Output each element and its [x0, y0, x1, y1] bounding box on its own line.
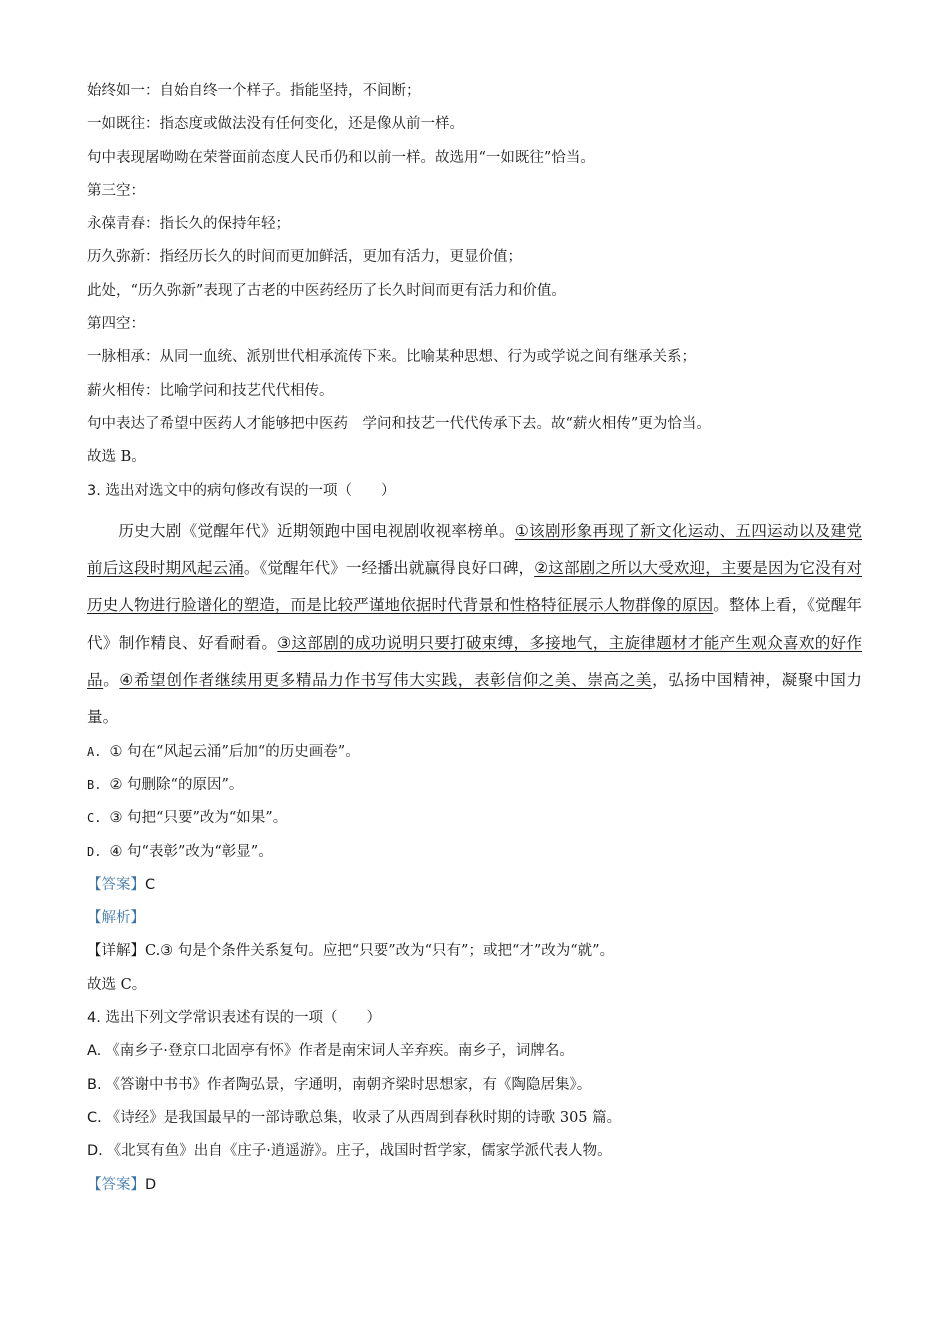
question-4-stem: [87, 1005, 862, 1038]
explanation-line: 一如既往：指态度或做法没有任何变化，还是像从前一样。: [87, 116, 464, 133]
option-text: ④ 句“表彰”改为“彰显”。: [109, 843, 273, 860]
question-3-stem: [87, 478, 862, 511]
option-text: 《诗经》是我国最早的一部诗歌总集，收录了从西周到春秋时期的诗歌 305 篇。: [105, 1109, 622, 1126]
passage-text: 历史大剧《觉醒年代》近期领跑中国电视剧收视率榜单。: [118, 521, 515, 540]
answer-tag: 【答案】: [87, 1176, 145, 1193]
option-letter: D.: [87, 1143, 103, 1160]
explanation-block: [87, 78, 862, 478]
option-a: [87, 739, 862, 772]
passage-text: 。《觉醒年代》一经播出就赢得良好口碑，: [243, 559, 535, 578]
explanation-line: 此处，“历久弥新”表现了古老的中医药经历了长久时间而更有活力和价值。: [87, 282, 566, 299]
detail-line: [87, 938, 862, 971]
passage-text: 。: [103, 671, 120, 690]
underlined-sentence-4: ④希望创作者继续用更多精品力作书写伟大实践，表彰信仰之美、崇高之美: [119, 671, 653, 690]
answer-value: D: [145, 1176, 157, 1193]
question-4: [87, 1005, 862, 1205]
option-b: [87, 772, 862, 805]
detail-text: C.③ 句是个条件关系复句。应把“只要”改为“只有”；或把“才”改为“就”。: [145, 943, 615, 960]
explanation-line: 薪火相传：比喻学问和技艺代代相传。: [87, 382, 334, 399]
detail-tag: 【详解】: [87, 943, 145, 960]
option-text: 《答谢中书书》作者陶弘景，字通明，南朝齐梁时思想家，有《陶隐居集》。: [105, 1076, 592, 1093]
underlined-sentence-3: ③这部剧的成功说明只要打破束缚，多接地气，主旋律题材才能产生观众喜欢的好作品: [87, 633, 862, 690]
option-d: [87, 1138, 862, 1171]
option-text: 《南乡子·登京口北固亭有怀》作者是南宋词人辛弃疾。南乡子，词牌名。: [105, 1043, 574, 1060]
document-page: [87, 78, 862, 1205]
explanation-line: 句中表现屠呦呦在荣誉面前态度人民币仍和以前一样。故选用“一如既往”恰当。: [87, 149, 595, 166]
explanation-line: 句中表达了希望中医药人才能够把中医药 学问和技艺一代代传承下去。故“薪火相传”更为恰当。: [87, 415, 711, 432]
question-3: [87, 478, 862, 1005]
option-letter: A.: [87, 744, 102, 759]
option-c: [87, 805, 862, 838]
option-text: ② 句删除“的原因”。: [109, 776, 244, 793]
conclusion-line: 故选 C。: [87, 976, 147, 993]
explanation-line: 第三空：: [87, 182, 145, 199]
option-text: 《北冥有鱼》出自《庄子·逍遥游》。庄子，战国时哲学家，儒家学派代表人物。: [106, 1143, 612, 1160]
option-a: [87, 1038, 862, 1071]
analysis-tag: 【解析】: [87, 910, 145, 927]
option-letter: C.: [87, 811, 102, 826]
option-letter: B.: [87, 1076, 102, 1093]
answer-line: [87, 872, 862, 905]
option-c: [87, 1105, 862, 1138]
passage-text: 。整体上看，《觉醒年代》制作精良、好看耐看。: [87, 596, 862, 652]
passage-text: ，弘扬中国精神，凝聚中国力量。: [87, 671, 862, 727]
question-number: 3.: [87, 482, 101, 499]
explanation-line: 第四空：: [87, 316, 145, 333]
answer-value: C: [145, 876, 156, 893]
analysis-line: [87, 905, 862, 938]
option-d: [87, 839, 862, 872]
option-b: [87, 1072, 862, 1105]
question-text: 选出下列文学常识表述有误的一项（ ）: [100, 1010, 381, 1027]
option-letter: D.: [87, 844, 102, 859]
explanation-line: 一脉相承：从同一血统、派别世代相承流传下来。比喻某种思想、行为或学说之间有继承关系；: [87, 349, 696, 366]
answer-tag: 【答案】: [87, 876, 145, 893]
explanation-line: 始终如一：自始自终一个样子。指能坚持，不间断；: [87, 83, 421, 99]
option-text: ③ 句把“只要”改为“如果”。: [109, 810, 288, 827]
option-text: ① 句在“风起云涌”后加“的历史画卷”。: [109, 743, 360, 760]
option-letter: A.: [87, 1043, 102, 1060]
explanation-line: 永葆青春：指长久的保持年轻；: [87, 216, 290, 233]
question-text: 选出对选文中的病句修改有误的一项（ ）: [100, 482, 396, 499]
question-number: 4.: [87, 1010, 101, 1027]
underlined-sentence-1: ①该剧形象再现了新文化运动、五四运动以及建党前后这段时期风起云涌: [87, 521, 862, 578]
question-3-passage: [87, 513, 862, 737]
underlined-sentence-2: ②这部剧之所以大受欢迎，主要是因为它没有对历史人物进行脸谱化的塑造，而是比较严谨地依据时代背景和性格特征展示人物群像的原因: [87, 559, 862, 615]
option-letter: C.: [87, 1109, 102, 1126]
option-letter: B.: [87, 777, 102, 792]
explanation-line: 历久弥新：指经历长久的时间而更加鲜活，更加有活力，更显价值；: [87, 249, 522, 266]
answer-line: [87, 1172, 862, 1205]
explanation-line: 故选 B。: [87, 449, 146, 466]
